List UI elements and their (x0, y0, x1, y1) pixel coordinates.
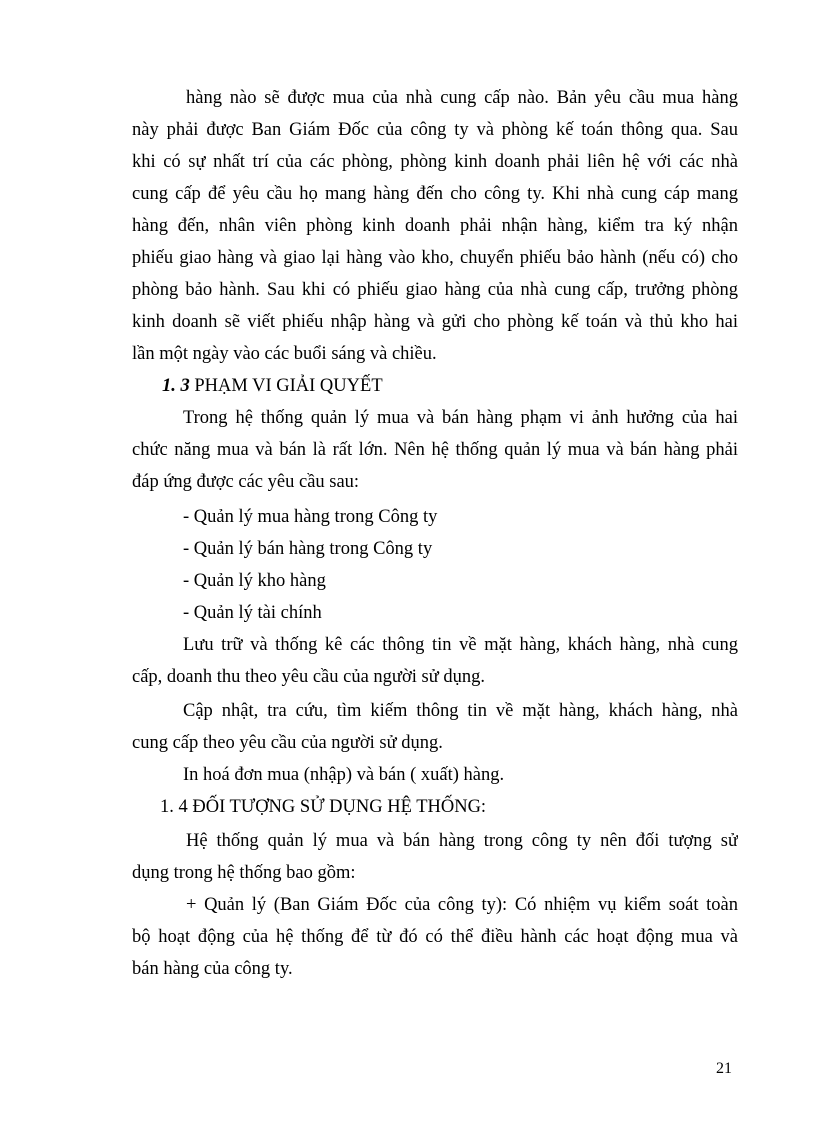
section-1-4-heading: 1. 4 ĐỐI TƯỢNG SỬ DỤNG HỆ THỐNG: (160, 797, 487, 817)
bullet-sales: - Quản lý bán hàng trong Công ty (183, 539, 433, 559)
update-line-2: cung cấp theo yêu cầu của người sử dụng. (132, 733, 443, 753)
bullet-warehouse: - Quản lý kho hàng (183, 571, 326, 591)
intro-line-6: phiếu giao hàng và giao lại hàng vào kho, chuyển phiếu bảo hành (nếu có) cho (132, 248, 738, 268)
scope-line-2: chức năng mua và bán là rất lớn. Nên hệ thống quản lý mua và bán hàng phải (132, 440, 738, 460)
storage-line-2: cấp, doanh thu theo yêu cầu của người sử dụng. (132, 667, 485, 687)
storage-line-1: Lưu trữ và thống kê các thông tin về mặt hàng, khách hàng, nhà cung (183, 635, 738, 655)
intro-line-7: phòng bảo hành. Sau khi có phiếu giao hàng của nhà cung cấp, trưởng phòng (132, 280, 738, 300)
intro-line-8: kinh doanh sẽ viết phiếu nhập hàng và gửi cho phòng kế toán và thủ kho hai (132, 312, 738, 332)
users-line-1: Hệ thống quản lý mua và bán hàng trong công ty nên đối tượng sử (186, 831, 738, 851)
bullet-purchase: - Quản lý mua hàng trong Công ty (183, 507, 438, 527)
section-1-3-number: 1. 3 (162, 376, 190, 396)
intro-line-9: lần một ngày vào các buổi sáng và chiều. (132, 344, 437, 364)
section-1-3-heading (162, 374, 768, 398)
manager-line-1: + Quản lý (Ban Giám Đốc của công ty): Có nhiệm vụ kiểm soát toàn (186, 895, 738, 915)
section-1-3-title: PHẠM VI GIẢI QUYẾT (194, 376, 383, 396)
intro-line-4: cung cấp để yêu cầu họ mang hàng đến cho công ty. Khi nhà cung cáp mang (132, 184, 738, 204)
manager-line-2: bộ hoạt động của hệ thống để từ đó có thể điều hành các hoạt động mua và (132, 927, 738, 947)
intro-line-1: hàng nào sẽ được mua của nhà cung cấp nào. Bản yêu cầu mua hàng (186, 88, 738, 108)
page-number: 21 (716, 1060, 732, 1077)
intro-line-3: khi có sự nhất trí của các phòng, phòng kinh doanh phải liên hệ với các nhà (132, 152, 738, 172)
scope-line-1: Trong hệ thống quản lý mua và bán hàng phạm vi ảnh hưởng của hai (183, 408, 738, 428)
update-line-1: Cập nhật, tra cứu, tìm kiếm thông tin về mặt hàng, khách hàng, nhà (183, 701, 738, 721)
users-line-2: dụng trong hệ thống bao gồm: (132, 863, 356, 883)
bullet-finance: - Quản lý tài chính (183, 603, 322, 623)
print-line: In hoá đơn mua (nhập) và bán ( xuất) hàng. (183, 765, 505, 785)
scope-line-3: đáp ứng được các yêu cầu sau: (132, 472, 360, 492)
intro-line-5: hàng đến, nhân viên phòng kinh doanh phải nhận hàng, kiểm tra ký nhận (132, 216, 738, 236)
intro-line-2: này phải được Ban Giám Đốc của công ty và phòng kế toán thông qua. Sau (132, 120, 738, 140)
manager-line-3: bán hàng của công ty. (132, 959, 293, 979)
